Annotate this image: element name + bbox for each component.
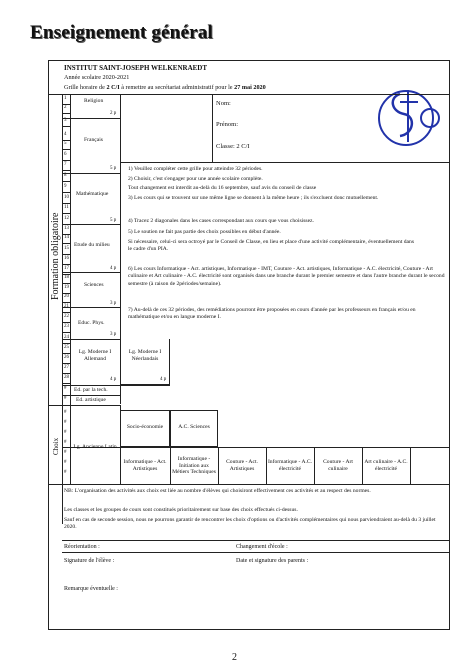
- row-number: 25: [64, 345, 69, 350]
- choice-couture-act-artistiques[interactable]: Couture - Act. Artistiques: [226, 459, 258, 472]
- row-number: 21: [64, 304, 69, 309]
- row-number: 26: [64, 355, 69, 360]
- row-number: 9: [64, 184, 67, 189]
- note-seconde-session: Sauf en cas de seconde session, nous ne pourrons garantir de rencontrer les choix d'options ou d'activités complémentaires qui nous parviendraient au-delà du 3 juillet 2020.: [64, 517, 436, 531]
- row-number: 15: [64, 246, 69, 251]
- row-number: 23: [64, 324, 69, 329]
- row-number: 24: [64, 335, 69, 340]
- classe-field: Classe: 2 C/I: [216, 143, 250, 150]
- instruction-2: 2) Choisir, c'est s'engager pour une année scolaire complète.: [128, 176, 263, 182]
- instruction-5: 5) Le soutien ne fait pas partie des choix possibles en début d'année.: [128, 229, 281, 235]
- row-number: 14: [64, 235, 69, 240]
- row-number: 1: [64, 96, 67, 101]
- milieu-periods: 4 p: [110, 266, 117, 271]
- subject-lg-neerlandais: Lg. Moderne I Néerlandais: [128, 349, 162, 362]
- row-number: 22: [64, 314, 69, 319]
- row-number: 27: [64, 365, 69, 370]
- subject-educ-phys: Educ. Phys.: [78, 320, 105, 326]
- row-hash: #: [64, 460, 67, 465]
- row-number: 7: [64, 162, 67, 167]
- subject-ed-art: Ed. artistique: [76, 397, 106, 403]
- row-number: 10: [64, 195, 69, 200]
- row-number: 20: [64, 294, 69, 299]
- note-nb: NB: L'organisation des activités aux choix est liée au nombre d'élèves qui choisiront effectivement ces activités et au respect des normes.: [64, 488, 371, 494]
- subject-etude-milieu: Etude du milieu: [74, 242, 110, 248]
- formation-obligatoire-label: Formation obligatoire: [50, 212, 61, 300]
- subject-math: Mathématique: [76, 191, 109, 197]
- row-number: 3: [64, 118, 67, 123]
- choice-informatique-imt[interactable]: Informatique - Initiation aux Métiers Techniques: [172, 455, 216, 476]
- row-hash: #: [64, 396, 67, 401]
- subject-francais: Français: [84, 137, 103, 143]
- subject-sciences: Sciences: [84, 282, 104, 288]
- instruction-4: 4) Tracez 2 diagonales dans les cases correspondant aux cours que vous choisissez.: [128, 218, 314, 224]
- choice-couture-art-culinaire[interactable]: Couture - Art culinaire: [323, 459, 353, 472]
- subject-religion: Religion: [84, 98, 104, 104]
- subject-lg-allemand: Lg. Moderne I Allemand: [78, 349, 112, 362]
- row-number: 4: [64, 132, 67, 137]
- signature-eleve-field[interactable]: Signature de l'élève :: [64, 558, 115, 564]
- row-hash: #: [64, 430, 67, 435]
- row-number: 28: [64, 375, 69, 380]
- grid-instruction: Grille horaire de 2 C/I à remettre au secrétariat administratif pour le 27 mai 2020: [64, 84, 266, 91]
- instruction-7: 7) Au-delà de ces 32 périodes, des remédiations pourront être proposées en cours d'année par les professeurs en français et/ou en mathématique et/ou en langue moderne I.: [128, 307, 416, 321]
- row-number: 12: [64, 216, 69, 221]
- choice-lg-ancienne[interactable]: Lg. Ancienne Latin: [73, 443, 117, 450]
- row-hash: #: [64, 386, 67, 391]
- row-hash: #: [64, 440, 67, 445]
- changement-ecole-field[interactable]: Changement d'école :: [236, 544, 288, 550]
- row-number: 18: [64, 275, 69, 280]
- row-hash: #: [64, 470, 67, 475]
- row-number: 8: [64, 173, 67, 178]
- note-classes: Les classes et les groupes de cours sont constitués prioritairement sur base des choix effectués ci-dessus.: [64, 507, 298, 513]
- educ-phys-periods: 3 p: [110, 332, 117, 337]
- choix-label: Choix: [52, 437, 60, 455]
- subject-ed-tech: Ed. par la tech.: [74, 387, 108, 393]
- row-number: 6: [64, 152, 67, 157]
- row-number: 5: [64, 141, 67, 146]
- nom-field[interactable]: Nom:: [216, 100, 231, 107]
- row-number: 2: [64, 105, 67, 110]
- lg-neerlandais-periods: 4 p: [160, 377, 167, 382]
- choice-ac-sciences[interactable]: A.C. Sciences: [178, 423, 210, 430]
- page-title: Enseignement général: [30, 22, 213, 43]
- row-hash: #: [64, 450, 67, 455]
- choice-informatique-ac-electricite[interactable]: Informatique - A.C. électricité: [267, 459, 313, 472]
- row-number: 16: [64, 256, 69, 261]
- choice-informatique-act-artistiques[interactable]: Informatique - Act. Artistiques: [123, 459, 167, 472]
- instruction-6: 6) Les cours Informatique - Act. artistiques, Informatique - IMT, Couture - Act. artistiques, Informatique - A.C. électricité, Couture - Art culinaire et Art culinaire - A.C. électricité sont organisés dans une branche durant le premier semestre et dans l'autre branche durant le second semestre (à raison de 2périodes/semaine).: [128, 266, 445, 287]
- religion-periods: 2 p: [110, 111, 117, 116]
- row-hash: #: [64, 410, 67, 415]
- prenom-field[interactable]: Prénom:: [216, 121, 239, 128]
- row-number: 19: [64, 285, 69, 290]
- institute-name: INSTITUT SAINT-JOSEPH WELKENRAEDT: [64, 64, 208, 72]
- page-number: 2: [232, 652, 237, 663]
- reorientation-field[interactable]: Réorientation :: [64, 544, 100, 550]
- school-year: Année scolaire 2020-2021: [64, 74, 130, 81]
- francais-periods: 5 p: [110, 166, 117, 171]
- remarque-field[interactable]: Remarque éventuelle :: [64, 586, 118, 592]
- row-hash: #: [64, 420, 67, 425]
- choice-art-culinaire-ac-electricite[interactable]: Art culinaire - A.C. électricité: [364, 459, 408, 472]
- row-number: 13: [64, 226, 69, 231]
- instruction-1: 1) Veuillez compléter cette grille pour atteindre 32 périodes.: [128, 166, 263, 172]
- choice-socio-economie[interactable]: Socio-économie: [126, 423, 164, 430]
- row-number: 17: [64, 266, 69, 271]
- instruction-2b: Tout changement est interdit au-delà du 16 septembre, sauf avis du conseil de classe: [128, 185, 317, 191]
- math-periods: 5 p: [110, 218, 117, 223]
- sciences-periods: 3 p: [110, 301, 117, 306]
- date-signature-parents-field[interactable]: Date et signature des parents :: [236, 558, 309, 564]
- lg-allemand-periods: 4 p: [110, 377, 117, 382]
- instruction-3: 3) Les cours qui se trouvent sur une même ligne se donnent à la même heure ; ils s'excluent donc mutuellement.: [128, 195, 379, 201]
- instruction-5b: Si nécessaire, celui-ci sera octroyé par le Conseil de Classe, en lieu et place d'une activité complémentaire, éventuellement dans le cadre d'un PIA.: [128, 239, 415, 253]
- row-number: 11: [64, 205, 69, 210]
